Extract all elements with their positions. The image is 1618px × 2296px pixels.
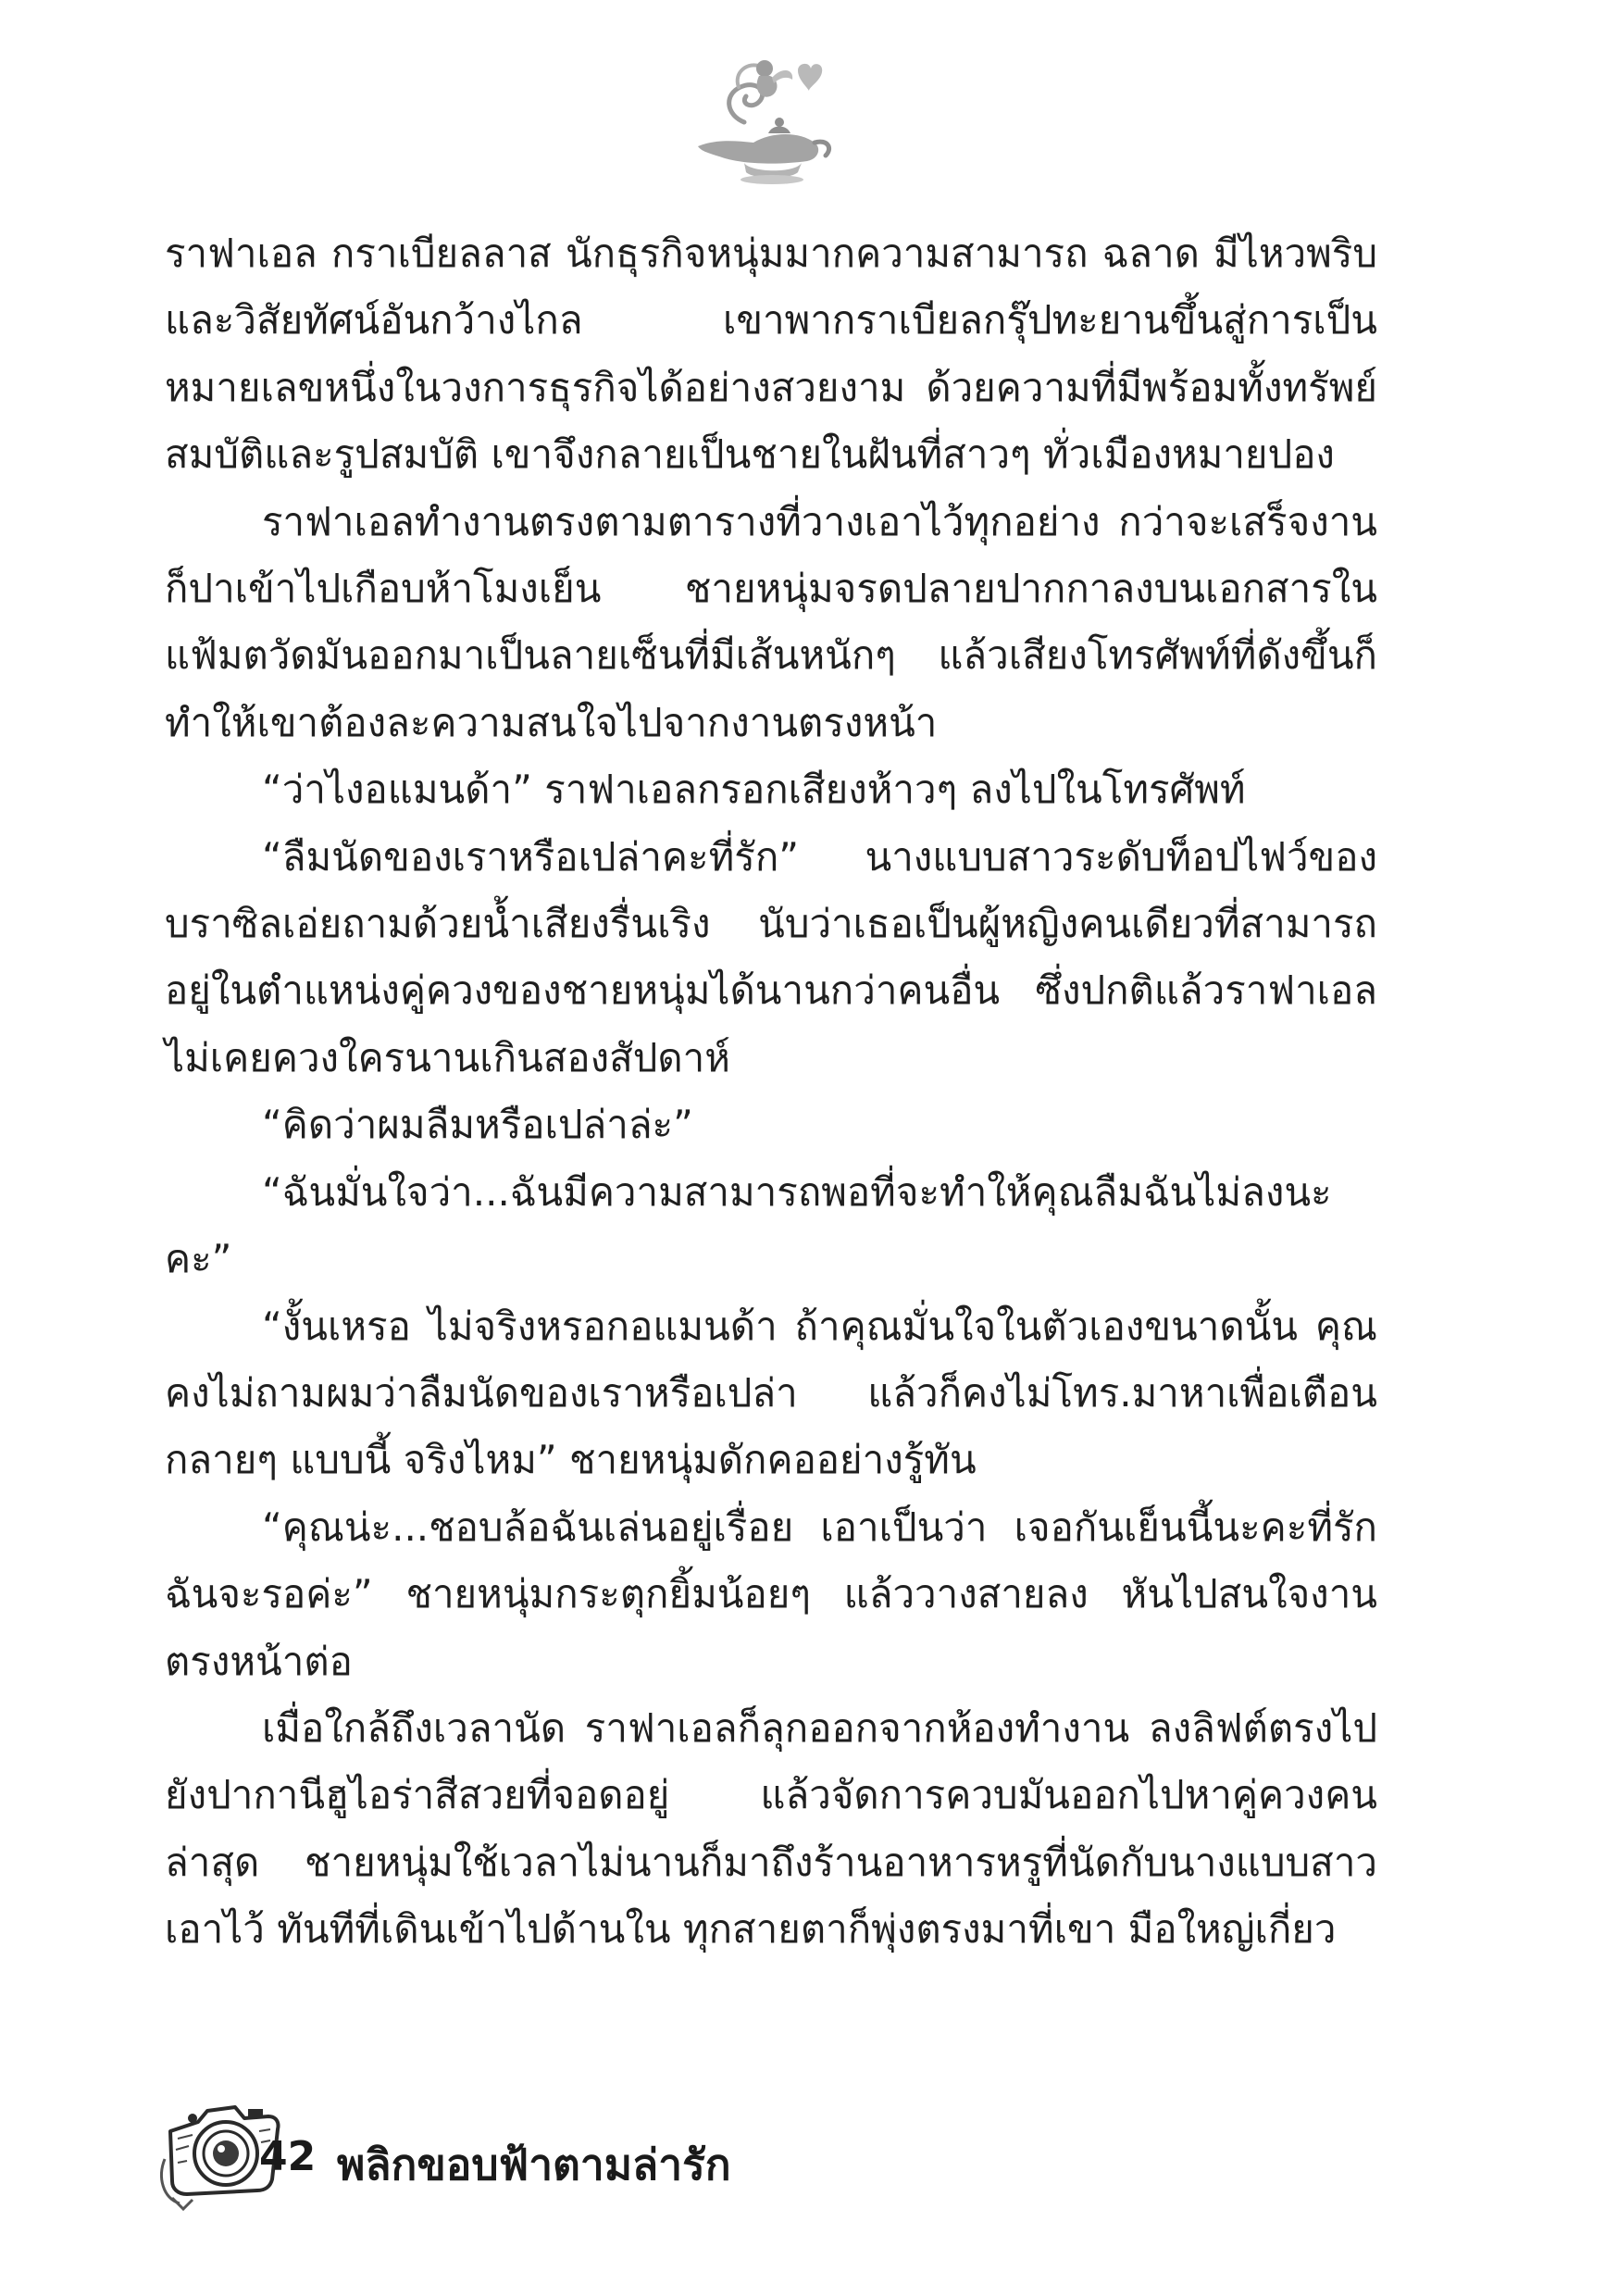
book-title: พลิกขอบฟ้าตามล่ารัก: [337, 2140, 731, 2190]
paragraph: “ฉันมั่นใจว่า...ฉันมีความสามารถพอที่จะทำให้คุณลืมฉันไม่ลงนะคะ”: [165, 1168, 1332, 1282]
page-footer: [156, 2094, 989, 2215]
paragraph: “คุณน่ะ...ชอบล้อฉันเล่นอยู่เรื่อย เอาเป็นว่า เจอกันเย็นนี้นะคะที่รักฉันจะรอค่ะ” ชายหนุ่มกระตุกยิ้มน้อยๆ แล้ววางสายลง หันไปสนใจงานตรงหน้าต่อ: [165, 1504, 1377, 1684]
paragraph: “ว่าไงอแมนด้า” ราฟาเอลกรอกเสียงห้าวๆ ลงไปในโทรศัพท์: [262, 767, 1246, 813]
paragraph: “คิดว่าผมลืมหรือเปล่าล่ะ”: [262, 1102, 693, 1148]
paragraph: เมื่อใกล้ถึงเวลานัด ราฟาเอลก็ลุกออกจากห้องทำงาน ลงลิฟต์ตรงไปยังปากานีฮูไอร่าสีสวยที่จอดอยู่ แล้วจัดการควบมันออกไปหาคู่ควงคนล่าสุด ชายหนุ่มใช้เวลาไม่นานก็มาถึงร้านอาหารหรูที่นัดกับนางแบบสาวเอาไว้ ทันทีที่เดินเข้าไปด้านใน ทุกสายตาก็พุ่งตรงมาที่เขา มือใหญ่เกี่ยว: [165, 1704, 1377, 1953]
paragraph: “ลืมนัดของเราหรือเปล่าคะที่รัก” นางแบบสาวระดับท็อปไฟว์ของบราซิลเอ่ยถามด้วยน้ำเสียงรื่นเริง นับว่าเธอเป็นผู้หญิงคนเดียวที่สามารถอยู่ในตำแหน่งคู่ควงของชายหนุ่มได้นานกว่าคนอื่น ซึ่งปกติแล้วราฟาเอลไม่เคยควงใครนานเกินสองสัปดาห์: [165, 833, 1377, 1080]
paragraph: ราฟาเอลทำงานตรงตามตารางที่วางเอาไว้ทุกอย่าง กว่าจะเสร็จงานก็ปาเข้าไปเกือบห้าโมงเย็น ชายหนุ่มจรดปลายปากกาลงบนเอกสารในแฟ้มตวัดมันออกมาเป็นลายเซ็นที่มีเส้นหนักๆ แล้วเสียงโทรศัพท์ที่ดังขึ้นก็ทำให้เขาต้องละความสนใจไปจากงานตรงหน้า: [165, 498, 1377, 745]
paragraph: ราฟาเอล กราเบียลลาส นักธุรกิจหนุ่มมากความสามารถ ฉลาด มีไหวพริบและวิสัยทัศน์อันกว้างไกล เขาพากราเบียลกรุ๊ปทะยานขึ้นสู่การเป็นหมายเลขหนึ่งในวงการธุรกิจได้อย่างสวยงาม ด้วยความที่มีพร้อมทั้งทรัพย์สมบัติและรูปสมบัติ เขาจึงกลายเป็นชายในฝันที่สาวๆ ทั่วเมืองหมายปอง: [165, 231, 1377, 478]
page-number: 42: [259, 2133, 317, 2180]
paragraph: “งั้นเหรอ ไม่จริงหรอกอแมนด้า ถ้าคุณมั่นใจในตัวเองขนาดนั้น คุณคงไม่ถามผมว่าลืมนัดของเราหรือเปล่า แล้วก็คงไม่โทร.มาหาเพื่อเตือนกลายๆ แบบนี้ จริงไหม” ชายหนุ่มดักคออย่างรู้ทัน: [165, 1303, 1377, 1483]
chapter-body: [165, 220, 1377, 1964]
genie-lamp-icon: [679, 50, 837, 189]
